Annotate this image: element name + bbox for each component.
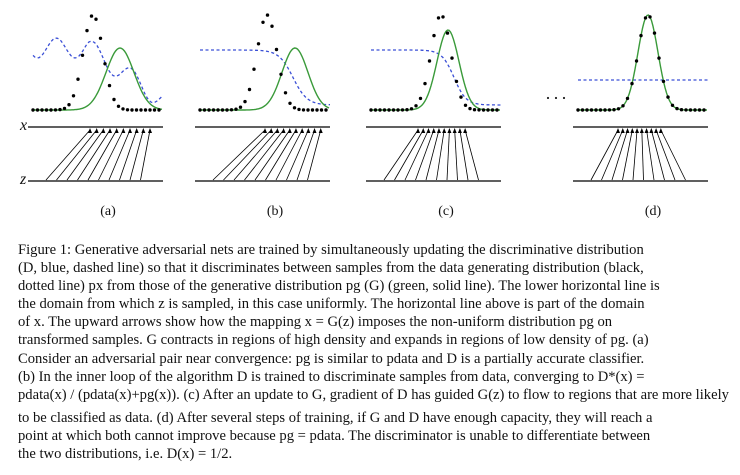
data-point: [63, 107, 66, 110]
data-point: [437, 16, 440, 19]
arrow-head: [645, 128, 649, 133]
data-point: [581, 108, 584, 111]
data-point: [297, 108, 300, 111]
panel-a-label: (a): [100, 204, 116, 219]
data-point: [387, 108, 390, 111]
data-point: [94, 18, 97, 21]
data-point: [54, 108, 57, 111]
mapping-arrow: [67, 130, 103, 180]
panel-d-plot: [573, 0, 733, 205]
arrow-head: [141, 128, 145, 133]
mapping-arrow: [130, 130, 143, 180]
mapping-arrow: [266, 130, 296, 180]
data-point: [635, 59, 638, 62]
caption-line: point at which both cannot improve because pg = pdata. The discriminator is unable to differentiate between: [18, 427, 651, 444]
caption-line: the two distributions, i.e. D(x) = 1/2.: [18, 445, 233, 462]
caption-line: Consider an adversarial pair near convergence: pg is similar to pdata and D is a partially accurate classifier.: [18, 350, 645, 367]
arrow-head: [95, 128, 99, 133]
panel-b-plot: [195, 0, 355, 205]
data-point: [270, 25, 273, 28]
panel-c-plot: [366, 0, 526, 205]
panel-c-label: (c): [438, 204, 454, 219]
data-point: [207, 108, 210, 111]
arrow-head: [426, 128, 430, 133]
data-point: [302, 108, 305, 111]
arrow-head: [275, 128, 279, 133]
mapping-arrow: [437, 130, 445, 180]
arrow-head: [421, 128, 425, 133]
arrow-head: [463, 128, 467, 133]
arrow-head: [263, 128, 267, 133]
data-point: [576, 108, 579, 111]
mapping-arrow: [623, 130, 633, 180]
arrow-head: [148, 128, 152, 133]
data-point: [130, 108, 133, 111]
data-point: [666, 95, 669, 98]
data-point: [594, 108, 597, 111]
caption-line: Figure 1: Generative adversarial nets are trained by simultaneously updating the discriminative distribution: [18, 242, 644, 258]
data-point: [320, 108, 323, 111]
arrow-head: [621, 128, 625, 133]
mapping-arrow: [78, 130, 111, 180]
data-point: [306, 108, 309, 111]
data-point: [279, 73, 282, 76]
data-point: [216, 108, 219, 111]
caption-line: of x. The upward arrows show how the mapping x = G(z) imposes the non-uniform distribution pg on: [18, 314, 613, 331]
x-axis-label: x: [20, 117, 28, 134]
arrow-head: [108, 128, 112, 133]
mapping-arrow: [297, 130, 315, 180]
arrow-head: [659, 128, 663, 133]
data-point: [477, 108, 480, 111]
arrow-head: [282, 128, 286, 133]
data-point: [392, 108, 395, 111]
data-point: [103, 62, 106, 65]
data-point: [293, 106, 296, 109]
data-point: [680, 108, 683, 111]
data-point: [396, 108, 399, 111]
data-point: [401, 108, 404, 111]
mapping-arrow: [213, 130, 265, 180]
data-point: [585, 108, 588, 111]
data-point: [450, 56, 453, 59]
data-point: [230, 108, 233, 111]
data-point: [85, 29, 88, 32]
data-point: [486, 108, 489, 111]
data-point: [369, 108, 372, 111]
data-point: [157, 108, 160, 111]
discriminator-curve: [371, 50, 501, 105]
data-point: [446, 31, 449, 34]
mapping-arrow: [46, 130, 90, 180]
data-point: [126, 108, 129, 111]
data-point: [419, 97, 422, 100]
data-point: [464, 104, 467, 107]
data-point: [603, 108, 606, 111]
arrow-head: [635, 128, 639, 133]
arrow-head: [128, 128, 132, 133]
mapping-arrow: [384, 130, 418, 180]
data-point: [324, 108, 327, 111]
mapping-arrow: [287, 130, 309, 180]
arrow-head: [442, 128, 446, 133]
mapping-arrow: [234, 130, 277, 180]
arrow-head: [300, 128, 304, 133]
generator-curve: [371, 30, 500, 110]
arrow-head: [294, 128, 298, 133]
generator-curve: [33, 48, 162, 110]
mapping-arrow: [426, 130, 439, 180]
caption-line: the domain from which z is sampled, in this case uniformly. The horizontal line above is part of the domain: [18, 296, 645, 313]
panel-b-label: (b): [266, 204, 284, 219]
data-point: [139, 108, 142, 111]
data-point: [243, 100, 246, 103]
mapping-arrow: [647, 130, 654, 180]
mapping-arrow: [276, 130, 302, 180]
data-point: [239, 106, 242, 109]
caption-line: dotted line) px from those of the generative distribution pg (G) (green, solid line). The lower horizontal line is: [18, 278, 660, 295]
data-point: [599, 108, 602, 111]
arrow-head: [416, 128, 420, 133]
data-point: [491, 108, 494, 111]
arrow-head: [121, 128, 125, 133]
data-point: [148, 108, 151, 111]
data-point: [284, 91, 287, 94]
panel-a-plot: [28, 0, 188, 205]
data-point: [378, 108, 381, 111]
generator-curve: [578, 15, 707, 110]
ellipsis: ···: [545, 88, 569, 108]
data-point: [67, 103, 70, 106]
figure-caption: [18, 241, 730, 463]
panel-b: [195, 0, 355, 240]
data-point: [90, 14, 93, 17]
data-point: [630, 82, 633, 85]
data-point: [671, 104, 674, 107]
data-point: [40, 108, 43, 111]
data-point: [374, 108, 377, 111]
data-point: [198, 108, 201, 111]
mapping-arrow: [120, 130, 137, 180]
data-point: [76, 78, 79, 81]
data-point: [662, 80, 665, 83]
arrow-head: [288, 128, 292, 133]
arrow-head: [640, 128, 644, 133]
data-point: [36, 108, 39, 111]
data-point: [648, 15, 651, 18]
caption-line: to be classified as data. (d) After several steps of training, if G and D have enough capacity, they will reach a: [18, 409, 653, 426]
arrow-head: [437, 128, 441, 133]
data-point: [675, 107, 678, 110]
mapping-arrow: [656, 130, 675, 180]
data-point: [639, 34, 642, 37]
mapping-arrow: [651, 130, 664, 180]
data-point: [72, 94, 75, 97]
data-point: [689, 108, 692, 111]
mapping-arrow: [633, 130, 637, 180]
caption-line: pdata(x) / (pdata(x)+pg(x)). (c) After an update to G, gradient of D has guided G(z) to flow to regions that are more likely: [18, 386, 729, 403]
mapping-arrow: [255, 130, 290, 180]
data-point: [311, 108, 314, 111]
data-point: [495, 108, 498, 111]
data-point: [608, 108, 611, 111]
arrow-head: [101, 128, 105, 133]
data-point: [473, 108, 476, 111]
arrow-head: [269, 128, 273, 133]
arrow-head: [626, 128, 630, 133]
mapping-arrow: [308, 130, 321, 180]
data-point: [702, 108, 705, 111]
data-point: [234, 108, 237, 111]
data-point: [112, 98, 115, 101]
mapping-arrow: [447, 130, 449, 180]
mapping-arrow: [57, 130, 97, 180]
arrow-head: [630, 128, 634, 133]
data-point: [144, 108, 147, 111]
data-point: [275, 48, 278, 51]
caption-line: (b) In the inner loop of the algorithm D is trained to discriminate samples from data, converging to D*(x) =: [18, 368, 645, 385]
data-point: [590, 108, 593, 111]
data-point: [455, 80, 458, 83]
arrow-head: [453, 128, 457, 133]
arrow-head: [458, 128, 462, 133]
data-point: [459, 95, 462, 98]
data-point: [212, 108, 215, 111]
arrow-head: [616, 128, 620, 133]
panel-d: [573, 0, 733, 240]
arrow-head: [135, 128, 139, 133]
data-point: [252, 68, 255, 71]
caption-line: transformed samples. G contracts in regions of high density and expands in regions of low density of pg. (a): [18, 332, 649, 349]
data-point: [657, 56, 660, 59]
data-point: [644, 16, 647, 19]
data-point: [203, 108, 206, 111]
panel-c: [366, 0, 526, 240]
data-point: [58, 108, 61, 111]
data-point: [383, 108, 386, 111]
data-point: [423, 82, 426, 85]
data-point: [414, 104, 417, 107]
data-point: [405, 108, 408, 111]
mapping-arrow: [642, 130, 644, 180]
arrow-head: [649, 128, 653, 133]
data-point: [135, 108, 138, 111]
data-point: [482, 108, 485, 111]
data-point: [31, 108, 34, 111]
data-point: [153, 108, 156, 111]
data-point: [108, 84, 111, 87]
arrow-head: [654, 128, 658, 133]
data-point: [653, 31, 656, 34]
data-point: [684, 108, 687, 111]
data-point: [621, 104, 624, 107]
data-point: [248, 88, 251, 91]
mapping-arrow: [661, 130, 686, 180]
arrow-head: [306, 128, 310, 133]
data-point: [221, 108, 224, 111]
data-point: [266, 13, 269, 16]
data-point: [99, 37, 102, 40]
panel-d-label: (d): [644, 204, 662, 219]
mapping-arrow: [455, 130, 458, 180]
data-point: [81, 54, 84, 57]
data-point: [257, 42, 260, 45]
data-point: [693, 108, 696, 111]
mapping-arrow: [141, 130, 151, 180]
data-point: [410, 107, 413, 110]
data-point: [432, 34, 435, 37]
data-point: [121, 107, 124, 110]
data-point: [315, 108, 318, 111]
data-point: [261, 21, 264, 24]
arrow-head: [432, 128, 436, 133]
arrow-head: [313, 128, 317, 133]
data-point: [225, 108, 228, 111]
data-point: [698, 108, 701, 111]
arrow-head: [115, 128, 119, 133]
data-point: [617, 107, 620, 110]
data-point: [45, 108, 48, 111]
z-axis-label: z: [20, 171, 27, 188]
data-point: [626, 97, 629, 100]
caption-line: (D, blue, dashed line) so that it discriminates between samples from the data generating distribution (black,: [18, 260, 644, 277]
data-point: [288, 102, 291, 105]
data-point: [468, 107, 471, 110]
discriminator-curve: [200, 50, 330, 105]
data-point: [49, 108, 52, 111]
arrow-head: [319, 128, 323, 133]
arrow-head: [447, 128, 451, 133]
panel-a: [28, 0, 188, 240]
data-point: [117, 105, 120, 108]
data-point: [612, 108, 615, 111]
data-point: [428, 59, 431, 62]
data-point: [441, 15, 444, 18]
arrow-head: [88, 128, 92, 133]
